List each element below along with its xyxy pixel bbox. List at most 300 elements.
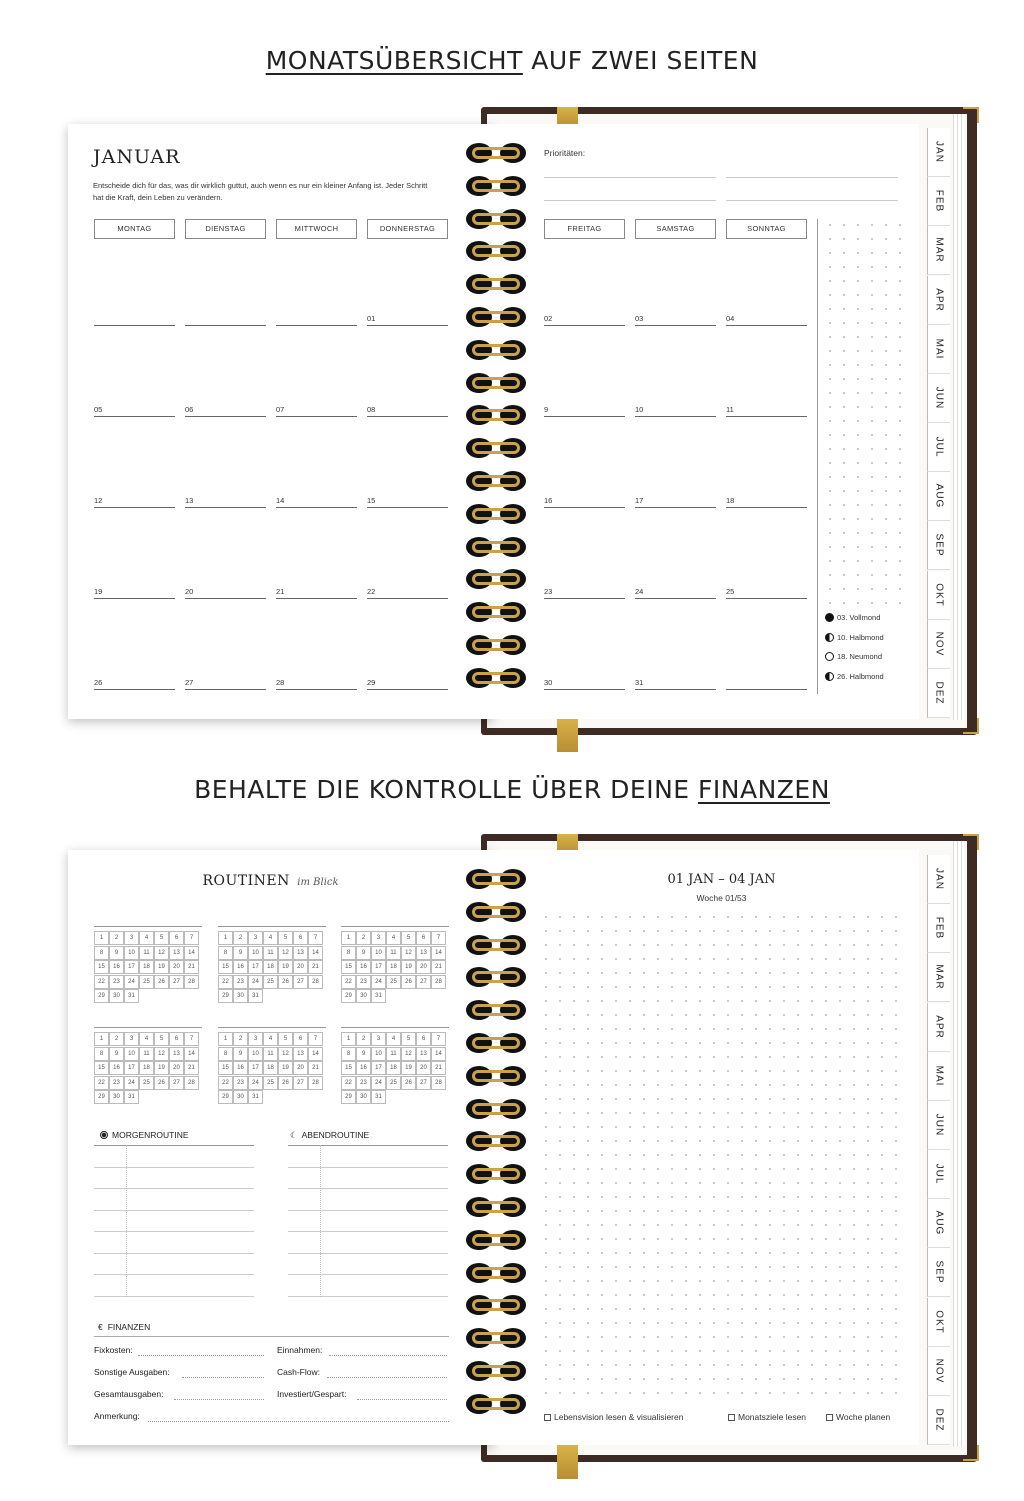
habit-day-cell[interactable]: 14 — [431, 1047, 446, 1061]
priority-line[interactable] — [544, 177, 716, 178]
habit-day-cell[interactable]: 14 — [184, 1047, 199, 1061]
month-tab-jul[interactable] — [927, 1150, 950, 1199]
habit-day-cell[interactable]: 3 — [248, 1032, 263, 1046]
day-cell[interactable]: 31 — [635, 678, 716, 690]
habit-day-cell[interactable]: 26 — [278, 1076, 293, 1090]
habit-day-cell[interactable]: 9 — [233, 1047, 248, 1061]
habit-day-cell[interactable]: 25 — [139, 1076, 154, 1090]
day-cell[interactable]: 15 — [367, 496, 448, 508]
habit-day-cell[interactable]: 31 — [248, 989, 263, 1003]
priority-line[interactable] — [726, 177, 898, 178]
habit-day-cell[interactable]: 23 — [109, 1076, 124, 1090]
habit-day-cell[interactable]: 13 — [416, 946, 431, 960]
habit-day-cell[interactable]: 17 — [248, 1061, 263, 1075]
habit-day-cell[interactable]: 25 — [263, 1076, 278, 1090]
month-tab-jan[interactable] — [927, 128, 950, 177]
habit-day-cell[interactable]: 28 — [431, 975, 446, 989]
habit-day-cell[interactable]: 1 — [94, 931, 109, 945]
routine-line[interactable] — [288, 1188, 448, 1189]
habit-day-cell[interactable]: 3 — [124, 1032, 139, 1046]
habit-day-cell[interactable]: 31 — [124, 989, 139, 1003]
habit-day-cell[interactable]: 30 — [356, 989, 371, 1003]
einnahmen-field[interactable] — [277, 1345, 449, 1355]
habit-day-cell[interactable]: 12 — [154, 946, 169, 960]
habit-day-cell[interactable]: 24 — [371, 975, 386, 989]
habit-day-cell[interactable]: 15 — [341, 1061, 356, 1075]
habit-day-cell[interactable]: 19 — [401, 960, 416, 974]
habit-day-cell[interactable]: 5 — [154, 931, 169, 945]
habit-day-cell[interactable]: 9 — [109, 1047, 124, 1061]
habit-day-cell[interactable]: 8 — [218, 946, 233, 960]
habit-day-cell[interactable]: 1 — [218, 1032, 233, 1046]
day-cell[interactable]: 19 — [94, 587, 175, 599]
habit-day-cell[interactable]: 14 — [431, 946, 446, 960]
habit-day-cell[interactable]: 2 — [233, 931, 248, 945]
ring-wire — [472, 1299, 520, 1311]
day-cell[interactable]: 9 — [544, 405, 625, 417]
habit-day-cell[interactable]: 30 — [109, 989, 124, 1003]
habit-day-cell[interactable]: 8 — [341, 946, 356, 960]
habit-day-cell[interactable]: 25 — [386, 975, 401, 989]
habit-day-cell[interactable]: 9 — [356, 1047, 371, 1061]
month-tab-mai[interactable] — [927, 325, 950, 374]
habit-day-cell[interactable]: 6 — [169, 931, 184, 945]
month-tab-apr[interactable] — [927, 276, 950, 325]
month-tab-apr[interactable] — [927, 1003, 950, 1052]
habit-day-cell[interactable]: 14 — [308, 1047, 323, 1061]
habit-day-cell[interactable]: 13 — [293, 1047, 308, 1061]
habit-day-cell[interactable]: 17 — [371, 960, 386, 974]
habit-day-cell[interactable]: 23 — [109, 975, 124, 989]
habit-day-cell[interactable]: 3 — [371, 1032, 386, 1046]
habit-day-cell[interactable]: 16 — [356, 1061, 371, 1075]
habit-day-cell[interactable]: 7 — [431, 931, 446, 945]
habit-day-cell[interactable]: 21 — [431, 960, 446, 974]
habit-day-cell[interactable]: 6 — [169, 1032, 184, 1046]
habit-day-cell[interactable]: 3 — [371, 931, 386, 945]
priority-line[interactable] — [726, 200, 898, 201]
habit-day-cell[interactable]: 19 — [154, 1061, 169, 1075]
day-cell[interactable]: 08 — [367, 405, 448, 417]
habit-day-cell[interactable]: 25 — [386, 1076, 401, 1090]
day-cell[interactable]: 11 — [726, 405, 807, 417]
checkbox-icon[interactable] — [728, 1414, 735, 1421]
habit-day-cell[interactable]: 7 — [184, 931, 199, 945]
habit-day-cell[interactable]: 24 — [248, 1076, 263, 1090]
habit-day-cell[interactable]: 29 — [94, 989, 109, 1003]
habit-day-cell[interactable]: 21 — [308, 1061, 323, 1075]
habit-day-cell[interactable]: 24 — [248, 975, 263, 989]
investiert-field[interactable] — [277, 1389, 449, 1399]
day-cell[interactable]: 21 — [276, 587, 357, 599]
habit-day-cell[interactable]: 16 — [356, 960, 371, 974]
habit-day-cell[interactable]: 18 — [263, 1061, 278, 1075]
month-tab-aug[interactable] — [927, 472, 950, 521]
habit-day-cell[interactable]: 14 — [308, 946, 323, 960]
habit-day-cell[interactable]: 22 — [94, 975, 109, 989]
habit-day-cell[interactable]: 7 — [308, 931, 323, 945]
month-tab-dez[interactable] — [927, 669, 950, 718]
habit-day-cell[interactable]: 16 — [233, 1061, 248, 1075]
routine-column-divider — [320, 1145, 321, 1297]
habit-day-cell[interactable]: 30 — [233, 1090, 248, 1104]
habit-day-cell[interactable]: 18 — [139, 1061, 154, 1075]
habit-day-cell[interactable]: 20 — [169, 960, 184, 974]
habit-day-cell[interactable]: 30 — [109, 1090, 124, 1104]
month-tab-jan[interactable] — [927, 855, 950, 904]
month-tab-jun[interactable] — [927, 374, 950, 423]
priority-line[interactable] — [544, 200, 716, 201]
habit-day-cell[interactable]: 10 — [371, 946, 386, 960]
month-tab-label: NOV — [933, 631, 945, 657]
habit-day-cell[interactable]: 8 — [341, 1047, 356, 1061]
habit-day-cell[interactable]: 12 — [278, 946, 293, 960]
habit-day-cell[interactable]: 17 — [371, 1061, 386, 1075]
habit-day-cell[interactable]: 21 — [431, 1061, 446, 1075]
habit-day-cell[interactable]: 1 — [341, 931, 356, 945]
habit-day-cell[interactable]: 21 — [184, 1061, 199, 1075]
habit-day-cell[interactable]: 10 — [124, 946, 139, 960]
month-tab-mar[interactable] — [927, 226, 950, 275]
habit-day-cell[interactable]: 20 — [416, 1061, 431, 1075]
habit-day-cell[interactable]: 10 — [371, 1047, 386, 1061]
moon-phase-item — [825, 633, 884, 642]
habit-day-cell[interactable]: 2 — [356, 931, 371, 945]
habit-day-cell[interactable]: 18 — [386, 1061, 401, 1075]
habit-day-cell[interactable]: 28 — [308, 975, 323, 989]
day-cell[interactable] — [185, 314, 266, 326]
habit-day-cell[interactable]: 20 — [169, 1061, 184, 1075]
habit-day-cell[interactable]: 10 — [248, 946, 263, 960]
routine-line[interactable] — [94, 1253, 254, 1254]
habit-day-cell[interactable]: 18 — [139, 960, 154, 974]
investiert-line — [357, 1399, 447, 1400]
routine-line[interactable] — [94, 1167, 254, 1168]
day-cell[interactable]: 30 — [544, 678, 625, 690]
spiral-ring — [462, 1130, 532, 1152]
day-cell[interactable]: 23 — [544, 587, 625, 599]
habit-day-cell[interactable]: 22 — [341, 975, 356, 989]
habit-day-cell[interactable]: 13 — [169, 946, 184, 960]
habit-day-cell[interactable]: 29 — [341, 1090, 356, 1104]
day-cell[interactable]: 28 — [276, 678, 357, 690]
month-tab-sep[interactable] — [927, 1248, 950, 1297]
habit-day-cell[interactable]: 27 — [169, 975, 184, 989]
habit-day-cell[interactable]: 5 — [154, 1032, 169, 1046]
day-cell[interactable]: 26 — [94, 678, 175, 690]
habit-day-cell[interactable]: 4 — [263, 1032, 278, 1046]
month-tab-feb[interactable] — [927, 904, 950, 953]
day-cell[interactable]: 29 — [367, 678, 448, 690]
habit-day-cell[interactable]: 28 — [184, 1076, 199, 1090]
habit-day-cell[interactable]: 5 — [278, 931, 293, 945]
habit-day-cell[interactable]: 26 — [401, 975, 416, 989]
day-cell[interactable]: 27 — [185, 678, 266, 690]
habit-day-cell[interactable]: 6 — [416, 931, 431, 945]
habit-day-cell[interactable]: 27 — [293, 975, 308, 989]
day-cell[interactable]: 17 — [635, 496, 716, 508]
habit-day-cell[interactable]: 15 — [341, 960, 356, 974]
routine-line[interactable] — [288, 1274, 448, 1275]
habit-day-cell[interactable]: 4 — [139, 1032, 154, 1046]
habit-day-cell[interactable]: 11 — [386, 946, 401, 960]
habit-day-cell[interactable]: 26 — [154, 1076, 169, 1090]
day-cell[interactable]: 10 — [635, 405, 716, 417]
habit-day-cell[interactable]: 30 — [356, 1090, 371, 1104]
ring-wire — [472, 180, 520, 192]
habit-day-cell[interactable]: 21 — [308, 960, 323, 974]
cashflow-field[interactable] — [277, 1367, 449, 1377]
habit-day-cell[interactable]: 13 — [169, 1047, 184, 1061]
day-cell[interactable]: 12 — [94, 496, 175, 508]
habit-day-cell[interactable]: 24 — [124, 975, 139, 989]
habit-day-cell[interactable]: 20 — [293, 1061, 308, 1075]
routine-left-page — [68, 850, 493, 1445]
day-cell[interactable]: 24 — [635, 587, 716, 599]
habit-day-cell[interactable]: 5 — [401, 1032, 416, 1046]
day-cell[interactable] — [726, 678, 807, 690]
habit-day-cell[interactable]: 3 — [248, 931, 263, 945]
habit-day-cell[interactable]: 22 — [341, 1076, 356, 1090]
habit-day-cell[interactable]: 20 — [416, 960, 431, 974]
day-cell[interactable]: 20 — [185, 587, 266, 599]
habit-day-cell[interactable]: 27 — [416, 1076, 431, 1090]
day-cell[interactable]: 18 — [726, 496, 807, 508]
habit-day-cell[interactable]: 28 — [184, 975, 199, 989]
habit-day-cell[interactable]: 31 — [371, 1090, 386, 1104]
habit-day-cell[interactable]: 13 — [293, 946, 308, 960]
habit-day-cell[interactable]: 12 — [401, 1047, 416, 1061]
day-cell[interactable]: 03 — [635, 314, 716, 326]
routine-line[interactable] — [94, 1274, 254, 1275]
habit-day-cell[interactable]: 8 — [94, 1047, 109, 1061]
routine-line[interactable] — [288, 1145, 448, 1146]
month-tab-okt[interactable] — [927, 1298, 950, 1347]
habit-day-cell[interactable]: 11 — [386, 1047, 401, 1061]
habit-day-cell[interactable]: 17 — [248, 960, 263, 974]
habit-day-cell[interactable]: 27 — [169, 1076, 184, 1090]
habit-day-cell[interactable]: 6 — [293, 931, 308, 945]
habit-day-cell[interactable]: 28 — [308, 1076, 323, 1090]
moon-half-icon — [825, 672, 834, 681]
habit-day-cell[interactable]: 29 — [218, 1090, 233, 1104]
ring-wire — [472, 213, 520, 225]
habit-day-cell[interactable]: 22 — [94, 1076, 109, 1090]
day-cell[interactable] — [94, 314, 175, 326]
day-cell[interactable]: 25 — [726, 587, 807, 599]
month-right-page — [493, 124, 919, 719]
habit-day-cell[interactable]: 9 — [109, 946, 124, 960]
routine-line[interactable] — [288, 1167, 448, 1168]
habit-day-cell[interactable]: 23 — [233, 1076, 248, 1090]
month-tab-nov[interactable] — [927, 1347, 950, 1396]
month-tab-mai[interactable] — [927, 1052, 950, 1101]
habit-day-cell[interactable]: 19 — [401, 1061, 416, 1075]
routine-line[interactable] — [288, 1253, 448, 1254]
routine-line[interactable] — [94, 1210, 254, 1211]
notes-dot-grid[interactable] — [823, 218, 907, 610]
habit-day-cell[interactable]: 2 — [233, 1032, 248, 1046]
week-dot-grid[interactable] — [539, 910, 907, 1400]
habit-day-cell[interactable]: 1 — [94, 1032, 109, 1046]
habit-day-cell[interactable]: 11 — [263, 946, 278, 960]
spiral-ring — [462, 1229, 532, 1251]
habit-day-cell[interactable]: 18 — [386, 960, 401, 974]
habit-day-cell[interactable]: 19 — [154, 960, 169, 974]
ring-wire — [472, 906, 520, 918]
habit-day-cell[interactable]: 23 — [356, 1076, 371, 1090]
habit-day-cell[interactable]: 16 — [233, 960, 248, 974]
habit-day-cell[interactable]: 24 — [124, 1076, 139, 1090]
habit-day-cell[interactable]: 22 — [218, 975, 233, 989]
day-cell[interactable]: 02 — [544, 314, 625, 326]
habit-day-cell[interactable]: 7 — [308, 1032, 323, 1046]
habit-day-cell[interactable]: 10 — [124, 1047, 139, 1061]
day-cell[interactable] — [276, 314, 357, 326]
day-cell[interactable]: 22 — [367, 587, 448, 599]
top-heading-rest: AUF ZWEI SEITEN — [522, 46, 759, 75]
day-cell[interactable]: 14 — [276, 496, 357, 508]
month-tab-sep[interactable] — [927, 521, 950, 570]
sonstige-field[interactable] — [94, 1367, 266, 1377]
habit-day-cell[interactable]: 3 — [124, 931, 139, 945]
day-cell[interactable]: 04 — [726, 314, 807, 326]
day-cell[interactable]: 13 — [185, 496, 266, 508]
ring-wire — [472, 939, 520, 951]
habit-day-cell[interactable]: 26 — [154, 975, 169, 989]
habit-day-cell[interactable]: 12 — [278, 1047, 293, 1061]
habit-day-cell[interactable]: 20 — [293, 960, 308, 974]
routine-line[interactable] — [288, 1210, 448, 1211]
habit-day-cell[interactable]: 29 — [218, 989, 233, 1003]
habit-day-cell[interactable]: 13 — [416, 1047, 431, 1061]
habit-day-cell[interactable]: 22 — [218, 1076, 233, 1090]
habit-day-cell[interactable]: 24 — [371, 1076, 386, 1090]
routine-line[interactable] — [288, 1296, 448, 1297]
habit-day-cell[interactable]: 2 — [109, 1032, 124, 1046]
habit-day-cell[interactable]: 26 — [278, 975, 293, 989]
routine-line[interactable] — [94, 1145, 254, 1146]
habit-day-cell[interactable]: 25 — [263, 975, 278, 989]
month-tab-nov[interactable] — [927, 620, 950, 669]
week-checkbox-item[interactable] — [826, 1412, 890, 1422]
month-tab-aug[interactable] — [927, 1199, 950, 1248]
checkbox-icon[interactable] — [826, 1414, 833, 1421]
habit-day-cell[interactable]: 2 — [356, 1032, 371, 1046]
month-tab-mar[interactable] — [927, 953, 950, 1002]
habit-day-cell[interactable]: 4 — [386, 1032, 401, 1046]
week-checkbox-item[interactable] — [544, 1412, 683, 1422]
day-cell[interactable]: 07 — [276, 405, 357, 417]
routine-line[interactable] — [94, 1296, 254, 1297]
habit-day-cell[interactable]: 9 — [356, 946, 371, 960]
day-cell[interactable]: 16 — [544, 496, 625, 508]
habit-day-cell[interactable]: 12 — [154, 1047, 169, 1061]
habit-day-cell[interactable]: 27 — [293, 1076, 308, 1090]
month-tab-dez[interactable] — [927, 1396, 950, 1445]
habit-day-cell[interactable]: 8 — [218, 1047, 233, 1061]
checkbox-icon[interactable] — [544, 1414, 551, 1421]
habit-day-cell[interactable]: 30 — [233, 989, 248, 1003]
fixkosten-field[interactable] — [94, 1345, 266, 1355]
habit-day-cell[interactable]: 4 — [386, 931, 401, 945]
habit-day-cell[interactable]: 11 — [263, 1047, 278, 1061]
gesamt-field[interactable] — [94, 1389, 266, 1399]
habit-day-cell[interactable]: 16 — [109, 960, 124, 974]
day-cell[interactable]: 01 — [367, 314, 448, 326]
habit-day-cell[interactable]: 27 — [416, 975, 431, 989]
habit-day-cell[interactable]: 12 — [401, 946, 416, 960]
habit-day-cell[interactable]: 8 — [94, 946, 109, 960]
habit-day-cell[interactable]: 26 — [401, 1076, 416, 1090]
habit-day-cell[interactable]: 11 — [139, 946, 154, 960]
habit-day-cell[interactable]: 19 — [278, 1061, 293, 1075]
habit-day-cell[interactable]: 17 — [124, 1061, 139, 1075]
habit-day-cell[interactable]: 10 — [248, 1047, 263, 1061]
habit-day-cell[interactable]: 7 — [184, 1032, 199, 1046]
habit-day-cell[interactable]: 16 — [109, 1061, 124, 1075]
habit-day-cell[interactable]: 19 — [278, 960, 293, 974]
habit-day-cell[interactable]: 29 — [94, 1090, 109, 1104]
habit-day-cell[interactable]: 6 — [293, 1032, 308, 1046]
habit-day-cell[interactable]: 18 — [263, 960, 278, 974]
habit-day-cell[interactable]: 17 — [124, 960, 139, 974]
habit-day-cell[interactable]: 9 — [233, 946, 248, 960]
habit-day-cell[interactable]: 15 — [94, 1061, 109, 1075]
habit-day-cell[interactable]: 4 — [139, 931, 154, 945]
habit-day-cell[interactable]: 25 — [139, 975, 154, 989]
habit-day-cell[interactable]: 23 — [356, 975, 371, 989]
corner-top — [963, 834, 979, 850]
anmerkung-field[interactable] — [94, 1411, 449, 1421]
month-tab-okt[interactable] — [927, 571, 950, 620]
moon-phase-label: 10. Halbmond — [837, 632, 884, 642]
habit-day-cell[interactable]: 1 — [218, 931, 233, 945]
habit-day-cell[interactable]: 2 — [109, 931, 124, 945]
habit-day-cell[interactable]: 4 — [263, 931, 278, 945]
spiral-ring — [462, 175, 532, 197]
day-cell[interactable]: 06 — [185, 405, 266, 417]
month-tab-jul[interactable] — [927, 423, 950, 472]
habit-day-cell[interactable]: 29 — [341, 989, 356, 1003]
habit-day-cell[interactable]: 31 — [371, 989, 386, 1003]
routine-line[interactable] — [94, 1188, 254, 1189]
habit-day-cell[interactable]: 15 — [218, 1061, 233, 1075]
routine-line[interactable] — [94, 1231, 254, 1232]
habit-day-cell[interactable]: 11 — [139, 1047, 154, 1061]
week-checkbox-item[interactable] — [728, 1412, 806, 1422]
day-cell[interactable]: 05 — [94, 405, 175, 417]
habit-day-cell[interactable]: 5 — [278, 1032, 293, 1046]
habit-day-cell[interactable]: 23 — [233, 975, 248, 989]
habit-day-cell[interactable]: 31 — [248, 1090, 263, 1104]
habit-day-cell[interactable]: 7 — [431, 1032, 446, 1046]
habit-day-cell[interactable]: 5 — [401, 931, 416, 945]
ring-wire — [472, 508, 520, 520]
month-tab-feb[interactable] — [927, 177, 950, 226]
habit-day-cell[interactable]: 21 — [184, 960, 199, 974]
habit-day-cell[interactable]: 28 — [431, 1076, 446, 1090]
habit-day-cell[interactable]: 1 — [341, 1032, 356, 1046]
habit-day-cell[interactable]: 14 — [184, 946, 199, 960]
habit-day-cell[interactable]: 15 — [94, 960, 109, 974]
spiral-ring — [462, 536, 532, 558]
month-tab-jun[interactable] — [927, 1101, 950, 1150]
habit-day-cell[interactable]: 15 — [218, 960, 233, 974]
habit-day-cell[interactable]: 6 — [416, 1032, 431, 1046]
routine-line[interactable] — [288, 1231, 448, 1232]
habit-day-cell[interactable]: 31 — [124, 1090, 139, 1104]
